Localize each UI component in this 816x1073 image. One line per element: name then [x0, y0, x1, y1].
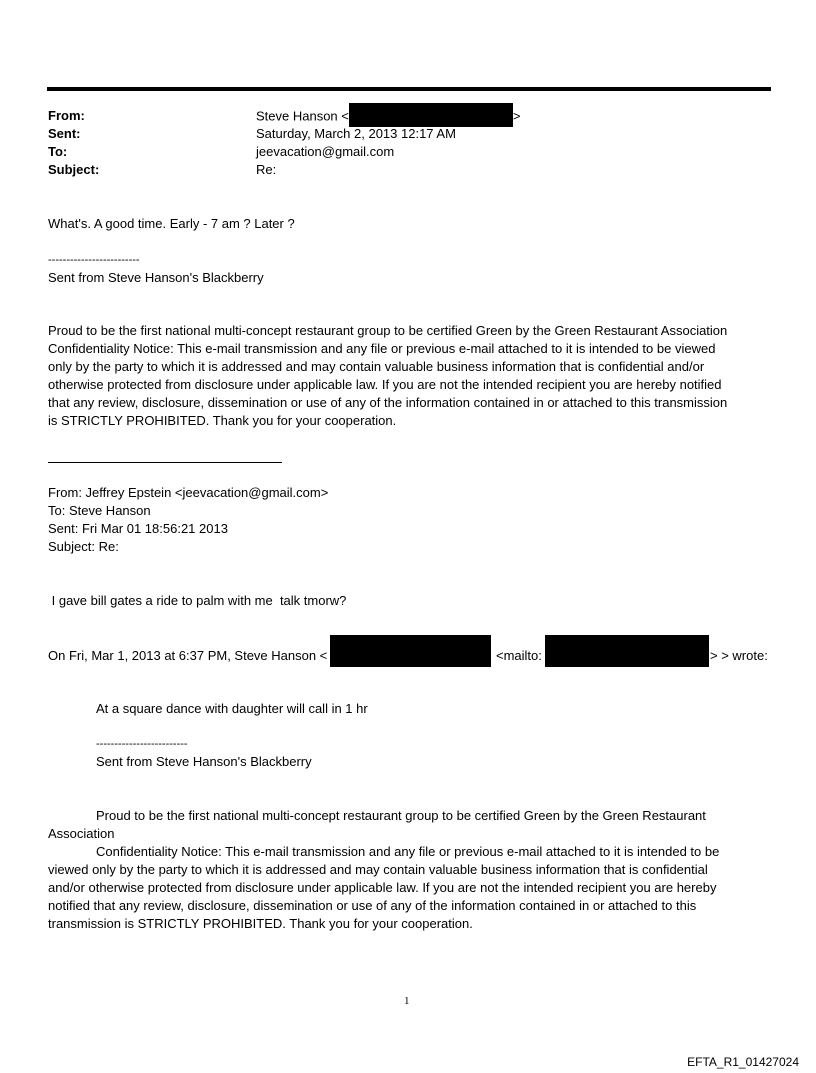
- nested-body: At a square dance with daughter will call in 1 hr: [96, 701, 368, 716]
- disclaimer-1-line: is STRICTLY PROHIBITED. Thank you for your cooperation.: [48, 413, 397, 428]
- disclaimer-1-line: that any review, disclosure, dissemination or use of any of the information contained in or attached to this transmission: [48, 395, 728, 410]
- to-value: jeevacation@gmail.com: [256, 144, 395, 159]
- nested-signature: Sent from Steve Hanson's Blackberry: [96, 754, 312, 769]
- quoted-to: To: Steve Hanson: [48, 503, 151, 518]
- quoted-from: From: Jeffrey Epstein <jeevacation@gmail.com>: [48, 485, 329, 500]
- disclaimer-1-line: Confidentiality Notice: This e-mail transmission and any file or previous e-mail attached to it is intended to be viewed: [48, 341, 716, 356]
- redaction-box: [349, 103, 513, 127]
- reply-signature: Sent from Steve Hanson's Blackberry: [48, 270, 264, 285]
- quoted-header: [48, 484, 770, 556]
- page-number: 1: [404, 995, 410, 1007]
- on-wrote-prefix: On Fri, Mar 1, 2013 at 6:37 PM, Steve Hanson <: [48, 648, 328, 663]
- disclaimer-2-line: notified that any review, disclosure, dissemination or use of any of the information contained in or attached to this: [48, 898, 697, 913]
- disclaimer-1-line: Proud to be the first national multi-concept restaurant group to be certified Green by the Green Restaurant Association: [48, 323, 728, 338]
- disclaimer-2-line: viewed only by the party to which it is addressed and may contain valuable business information that is confidential: [48, 862, 708, 877]
- disclaimer-2-line: Proud to be the first national multi-concept restaurant group to be certified Green by the Green Restaurant: [96, 808, 706, 823]
- to-label: To:: [48, 144, 68, 159]
- separator-line: [48, 462, 282, 463]
- subject-label: Subject:: [48, 162, 100, 177]
- disclaimer-2: [48, 807, 770, 933]
- reply-body: What's. A good time. Early - 7 am ? Later ?: [48, 216, 295, 231]
- disclaimer-1-line: only by the party to which it is addressed and may contain valuable business information that is confidential and/or: [48, 359, 705, 374]
- on-wrote-suffix: > > wrote:: [710, 648, 768, 663]
- header-rule: [47, 87, 771, 91]
- redaction-box: [330, 635, 491, 667]
- reply-sig-dashes: -------------------------: [48, 254, 140, 266]
- disclaimer-2-line: and/or otherwise protected from disclosure under applicable law. If you are not the intended recipient you are hereby: [48, 880, 717, 895]
- quoted-sent: Sent: Fri Mar 01 18:56:21 2013: [48, 521, 228, 536]
- quoted-body: I gave bill gates a ride to palm with me talk tmorw?: [48, 593, 347, 608]
- disclaimer-1-line: otherwise protected from disclosure under applicable law. If you are not the intended recipient you are hereby notified: [48, 377, 722, 392]
- disclaimer-1: [48, 322, 770, 430]
- on-wrote-mailto: <mailto:: [496, 648, 542, 663]
- redaction-box: [545, 635, 709, 667]
- disclaimer-2-line: Confidentiality Notice: This e-mail transmission and any file or previous e-mail attached to it is intended to be: [96, 844, 720, 859]
- subject-value: Re:: [256, 162, 277, 177]
- nested-sig-dashes: -------------------------: [96, 738, 188, 750]
- disclaimer-2-line: Association: [48, 826, 115, 841]
- from-name: Steve Hanson <: [256, 108, 349, 124]
- from-value: [256, 107, 520, 127]
- disclaimer-2-line: transmission is STRICTLY PROHIBITED. Thank you for your cooperation.: [48, 916, 473, 931]
- from-close: >: [512, 108, 521, 124]
- document-id: EFTA_R1_01427024: [687, 1055, 799, 1069]
- sent-label: Sent:: [48, 126, 81, 141]
- from-label: From:: [48, 108, 85, 123]
- quoted-subject: Subject: Re:: [48, 539, 119, 554]
- sent-value: Saturday, March 2, 2013 12:17 AM: [256, 126, 456, 141]
